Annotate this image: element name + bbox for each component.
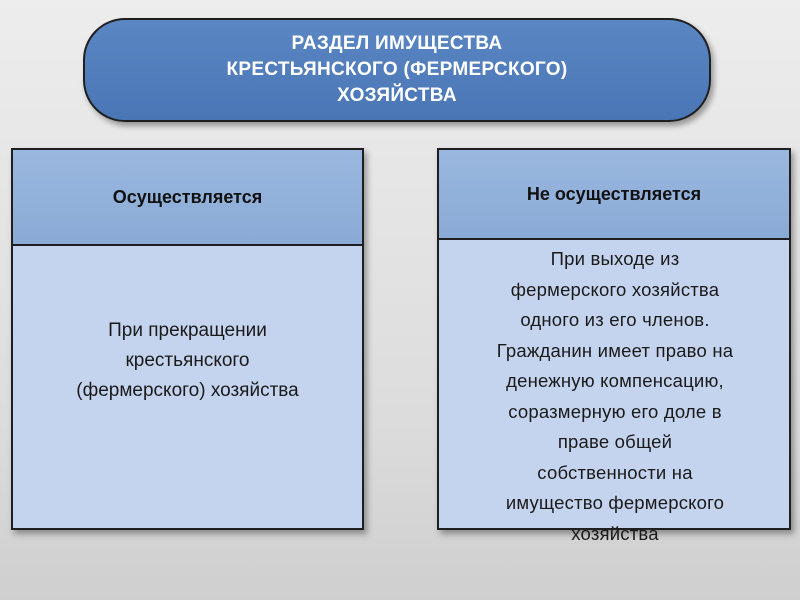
column-body-carried-out	[13, 246, 362, 528]
column-carried-out	[11, 148, 364, 530]
column-body-text: При выходе из фермерского хозяйства одного из его членов. Гражданин имеет право на денежную компенсацию, соразмерную его доле в праве общей собственности на имущество фермерского хозяйства	[496, 248, 734, 544]
column-body-text: При прекращении крестьянского (фермерского) хозяйства	[76, 320, 299, 401]
column-header-label: Не осуществляется	[526, 183, 702, 204]
column-header-label: Осуществляется	[112, 186, 263, 207]
title-banner	[83, 18, 711, 122]
column-not-carried-out	[437, 148, 791, 544]
title-text: РАЗДЕЛ ИМУЩЕСТВА КРЕСТЬЯНСКОГО (ФЕРМЕРСКОГО) ХОЗЯЙСТВА	[226, 33, 568, 106]
column-body-not-carried-out	[439, 240, 789, 544]
column-header-not-carried-out	[439, 150, 789, 240]
column-header-carried-out	[13, 150, 362, 246]
